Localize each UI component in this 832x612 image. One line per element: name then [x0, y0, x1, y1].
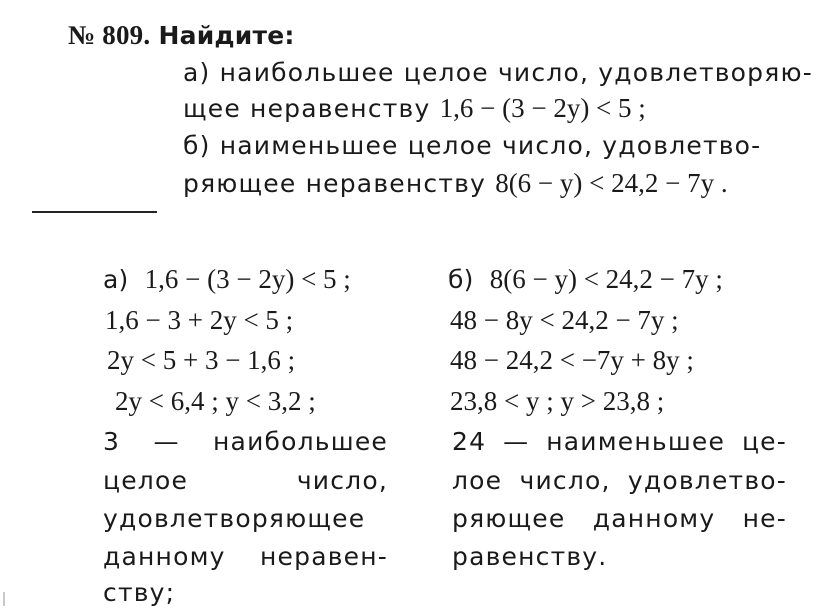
solution-b-label: б)	[448, 265, 474, 294]
answer-word: —	[153, 427, 180, 456]
solution-b-step-3: 48 − 24,2 < −7y + 8y ;	[450, 345, 694, 375]
part-a-label: а)	[183, 58, 211, 87]
part-a-line-2	[183, 95, 646, 122]
part-a-line-1	[183, 60, 813, 85]
answer-word: данному	[103, 542, 226, 571]
answer-word: равенству.	[452, 542, 608, 571]
solution-b-answer-line-3	[452, 506, 787, 531]
solution-b-step-2: 48 − 8y < 24,2 − 7y ;	[450, 305, 679, 335]
solution-a-answer-line-5	[103, 580, 175, 605]
solution-b-step-4: 23,8 < y ; y > 23,8 ;	[450, 386, 665, 416]
answer-word: не-	[742, 504, 787, 533]
answer-word: число,	[519, 466, 611, 495]
part-a-text-1: наибольшее целое число, удовлетворяю-	[219, 58, 813, 87]
solution-a-step-1	[103, 266, 351, 293]
part-b-line-1	[183, 133, 761, 158]
solution-a-step-2: 1,6 − 3 + 2y < 5 ;	[105, 305, 294, 335]
answer-word: неравен-	[260, 542, 388, 571]
answer-word: це-	[741, 427, 787, 456]
answer-word: ству;	[103, 578, 176, 607]
part-b-line-2	[183, 170, 728, 197]
answer-word: лое	[452, 466, 503, 495]
solution-b-answer-line-1	[452, 429, 787, 454]
solution-b-step-1	[448, 266, 723, 293]
solution-a-answer-line-4	[103, 544, 388, 569]
problem-heading	[68, 22, 295, 49]
scan-edge-mark	[3, 592, 5, 606]
answer-word: удовлетворяющее	[103, 504, 366, 533]
part-b-inequality: 8(6 − y) < 24,2 − 7y .	[495, 168, 728, 198]
answer-word: число,	[296, 466, 388, 495]
solution-a-label: а)	[103, 265, 129, 294]
answer-word: данному	[592, 504, 716, 533]
solution-b-step-1-math: 8(6 − y) < 24,2 − 7y ;	[489, 264, 723, 294]
answer-word: наименьшее	[546, 427, 726, 456]
answer-word: 3	[103, 427, 121, 456]
solution-a-step-1-math: 1,6 − (3 − 2y) < 5 ;	[144, 264, 351, 294]
solution-b-answer-line-4	[452, 544, 607, 569]
answer-word: ряющее	[452, 504, 566, 533]
solution-a-answer-line-3	[103, 506, 388, 531]
answer-word: —	[503, 427, 530, 456]
solution-a-step-3: 2y < 5 + 3 − 1,6 ;	[107, 345, 296, 375]
part-b-text-2: ряющее неравенству	[183, 169, 487, 198]
section-divider	[32, 211, 157, 213]
part-b-text-1: наименьшее целое число, удовлетво-	[219, 131, 762, 160]
solution-a-answer-line-2	[103, 468, 388, 493]
part-a-inequality: 1,6 − (3 − 2y) < 5 ;	[439, 93, 646, 123]
solution-a-answer-line-1	[103, 429, 388, 454]
answer-word: удовлетво-	[627, 466, 787, 495]
answer-word: 24	[452, 427, 487, 456]
solution-a-step-4: 2y < 6,4 ; y < 3,2 ;	[115, 386, 316, 416]
answer-word: наибольшее	[213, 427, 388, 456]
part-b-label: б)	[183, 131, 211, 160]
problem-number: № 809.	[68, 20, 151, 50]
solution-b-answer-line-2	[452, 468, 787, 493]
part-a-text-2: щее неравенству	[183, 94, 431, 123]
answer-word: целое	[103, 466, 189, 495]
problem-heading-word: Найдите:	[158, 21, 295, 50]
